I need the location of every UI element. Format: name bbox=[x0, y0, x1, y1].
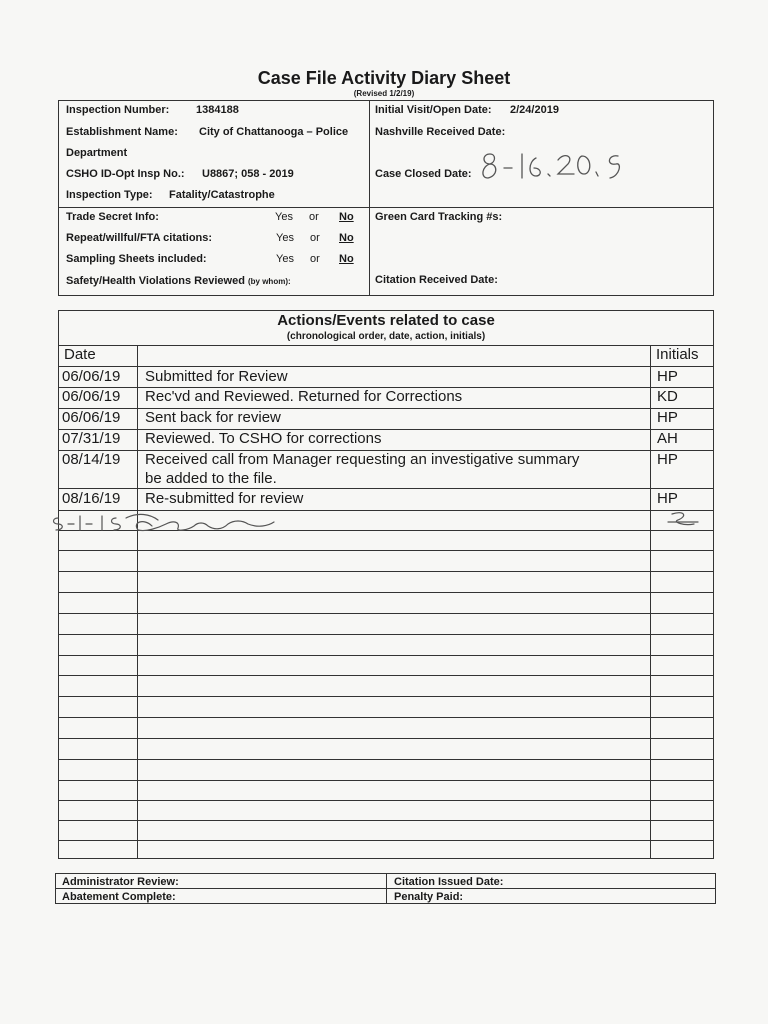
table-row-line bbox=[58, 592, 714, 593]
sampling-sheets-yes: Yes bbox=[276, 253, 294, 265]
row-4-initials: AH bbox=[657, 430, 678, 447]
repeat-citations-or: or bbox=[310, 232, 320, 244]
citation-issued-label: Citation Issued Date: bbox=[394, 876, 504, 888]
violations-reviewed-by: (by whom): bbox=[247, 277, 291, 286]
row-1-initials: HP bbox=[657, 368, 678, 385]
establishment-label: Establishment Name: bbox=[66, 126, 178, 138]
citation-received-label: Citation Received Date: bbox=[375, 274, 498, 286]
establishment-value: City of Chattanooga – Police bbox=[199, 126, 349, 138]
actions-header-top bbox=[58, 345, 714, 346]
table-row-line bbox=[58, 675, 714, 676]
row-2-action: Rec'vd and Reviewed. Returned for Corrections bbox=[145, 388, 463, 405]
table-row-line bbox=[58, 613, 714, 614]
case-info-separator bbox=[58, 207, 714, 208]
sampling-sheets-or: or bbox=[310, 253, 320, 265]
table-row-line bbox=[58, 696, 714, 697]
trade-secret-no: No bbox=[339, 211, 354, 223]
row-5-date: 08/14/19 bbox=[62, 451, 121, 468]
repeat-citations-yes: Yes bbox=[276, 232, 294, 244]
table-row-line bbox=[58, 800, 714, 801]
abatement-complete-label: Abatement Complete: bbox=[62, 891, 176, 903]
sampling-sheets-label: Sampling Sheets included: bbox=[66, 253, 207, 265]
row-5-action-cont: be added to the file. bbox=[145, 470, 277, 487]
table-row-line bbox=[58, 820, 714, 821]
table-row-line bbox=[58, 759, 714, 760]
row-5-initials: HP bbox=[657, 451, 678, 468]
row-4-date: 07/31/19 bbox=[62, 430, 121, 447]
trade-secret-label: Trade Secret Info: bbox=[66, 211, 159, 223]
row-1-action: Submitted for Review bbox=[145, 368, 288, 385]
footer-separator bbox=[55, 888, 716, 889]
actions-subtitle: (chronological order, date, action, initials) bbox=[286, 331, 486, 342]
revision-note: (Revised 1/2/19) bbox=[353, 89, 415, 98]
table-row-line bbox=[58, 717, 714, 718]
row-6-initials: HP bbox=[657, 490, 678, 507]
green-card-label: Green Card Tracking #s: bbox=[375, 211, 503, 223]
inspection-type-label: Inspection Type: bbox=[66, 189, 153, 201]
case-closed-handwritten-date bbox=[478, 146, 638, 186]
case-info-divider bbox=[369, 100, 370, 296]
table-row-line bbox=[58, 571, 714, 572]
case-closed-label: Case Closed Date: bbox=[375, 168, 472, 180]
administrator-review-label: Administrator Review: bbox=[62, 876, 179, 888]
violations-reviewed-label bbox=[66, 275, 291, 287]
csho-value: U8867; 058 - 2019 bbox=[202, 168, 294, 180]
nashville-received-label: Nashville Received Date: bbox=[375, 126, 506, 138]
csho-label: CSHO ID-Opt Insp No.: bbox=[66, 168, 185, 180]
repeat-citations-no: No bbox=[339, 232, 354, 244]
page-title: Case File Activity Diary Sheet bbox=[257, 68, 511, 88]
row-6-action: Re-submitted for review bbox=[145, 490, 304, 507]
sampling-sheets-no: No bbox=[339, 253, 354, 265]
trade-secret-or: or bbox=[309, 211, 319, 223]
row-5-action: Received call from Manager requesting an investigative summary bbox=[145, 451, 580, 468]
table-row-line bbox=[58, 655, 714, 656]
handwritten-initials bbox=[664, 508, 704, 530]
row-2-initials: KD bbox=[657, 388, 678, 405]
inspection-number-label: Inspection Number: bbox=[66, 104, 170, 116]
inspection-number-value: 1384188 bbox=[196, 104, 239, 116]
table-row-line bbox=[58, 840, 714, 841]
initial-visit-label: Initial Visit/Open Date: bbox=[375, 104, 492, 116]
table-row-line bbox=[58, 738, 714, 739]
table-row-line bbox=[58, 634, 714, 635]
initials-column-header: Initials bbox=[656, 346, 699, 363]
row-3-date: 06/06/19 bbox=[62, 409, 121, 426]
inspection-type-value: Fatality/Catastrophe bbox=[169, 189, 275, 201]
handwritten-closed-entry bbox=[48, 508, 288, 534]
table-row-line bbox=[58, 550, 714, 551]
actions-title: Actions/Events related to case bbox=[277, 312, 495, 329]
repeat-citations-label: Repeat/willful/FTA citations: bbox=[66, 232, 213, 244]
table-row-line bbox=[58, 488, 714, 489]
establishment-value-cont: Department bbox=[66, 147, 128, 159]
table-row-line bbox=[58, 366, 714, 367]
row-6-date: 08/16/19 bbox=[62, 490, 121, 507]
penalty-paid-label: Penalty Paid: bbox=[394, 891, 464, 903]
date-column-header: Date bbox=[64, 346, 96, 363]
row-3-action: Sent back for review bbox=[145, 409, 281, 426]
row-2-date: 06/06/19 bbox=[62, 388, 121, 405]
row-4-action: Reviewed. To CSHO for corrections bbox=[145, 430, 382, 447]
table-column-line bbox=[137, 345, 138, 859]
row-1-date: 06/06/19 bbox=[62, 368, 121, 385]
violations-reviewed-text: Safety/Health Violations Reviewed bbox=[66, 275, 245, 287]
initial-visit-value: 2/24/2019 bbox=[510, 104, 559, 116]
trade-secret-yes: Yes bbox=[275, 211, 293, 223]
table-column-line bbox=[650, 345, 651, 859]
row-3-initials: HP bbox=[657, 409, 678, 426]
table-row-line bbox=[58, 780, 714, 781]
